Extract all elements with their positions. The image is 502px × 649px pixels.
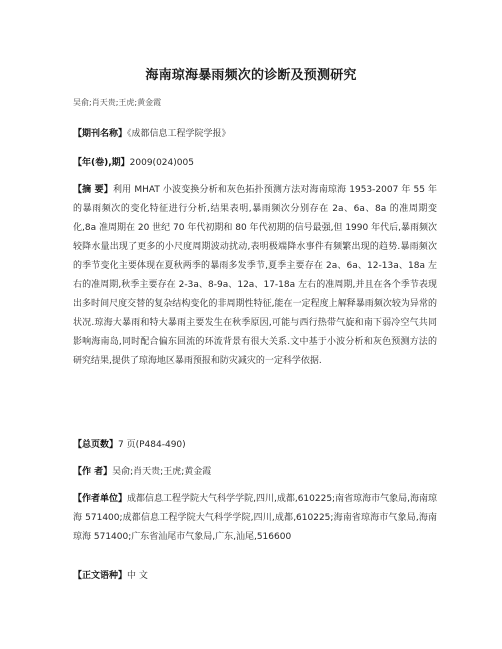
abstract-value: 利用 MHAT 小波变换分析和灰色拓扑预测方法对海南琼海 1953-2007 年 55 年的暴雨频次的变化特征进行分析,结果表明,暴雨频次分别存在 2a、6a、8a 的准周期变化,8a 准周期在 20 世纪 70 年代初期和 80 年代初期的信号最强,但 1990 年代后,暴雨频次较降水量出现了更多的小尺度周期波动扰动,表明极端降水事件有频繁出现的趋势.暴雨频次的季节变化主要体现在夏秋两季的暴雨多发季节,夏季主要存在 2a、6a、12-13a、18a 左右的准周期,秋季主要存在 2-3a、8-9a、12a、17-18a 左右的准周期,并且在各个季节表现出多时间尺度交替的复杂结构变化的非周期性特征,能在一定程度上解释暴雨频次较为异常的状况.琼海大暴雨和特大暴雨主要发生在秋季原因,可能与西行热带气旋和南下弱冷空气共同影响海南岛,同时配合偏东回流的环流背景有很大关系.文中基于小波分析和灰色预测方法的研究结果,提供了琼海地区暴雨预报和防灾减灾的一定科学依据. [73,185,437,366]
authors-value: 吴俞;肖天贵;王虎;黄金霞 [112,467,212,477]
author-list: 吴俞;肖天贵;王虎;黄金霞 [73,98,162,107]
journal-value: 《成都信息工程学院学报》 [127,129,231,139]
language-field [73,567,437,586]
abstract-field [73,181,437,371]
pages-label: 【总页数】 [73,440,119,450]
year-issue-label: 【年(卷),期】 [73,158,130,168]
affiliation-field [73,490,437,547]
abstract-label: 【摘 要】 [73,185,113,195]
year-issue-field [73,154,437,173]
language-label: 【正文语种】 [73,571,128,581]
language-value: 中 文 [127,571,148,581]
affiliation-value: 成都信息工程学院大气科学学院,四川,成都,610225;南省琼海市气象局,海南琼海 571400;成都信息工程学院大气科学学院,四川,成都,610225;海南省琼海市气象局,海南琼海 571400;广东省汕尾市气象局,广东,汕尾,516600 [73,494,437,542]
document-title: 海南琼海暴雨频次的诊断及预测研究 [145,68,357,83]
pages-value: 7 页(P484-490) [118,440,186,450]
affiliation-label: 【作者单位】 [73,494,128,504]
authors-field [73,463,437,482]
authors-label: 【作 者】 [73,467,113,477]
pages-field [73,436,437,455]
journal-field [73,125,437,144]
year-issue-value: 2009(024)005 [129,158,194,168]
journal-label: 【期刊名称】 [73,129,128,139]
